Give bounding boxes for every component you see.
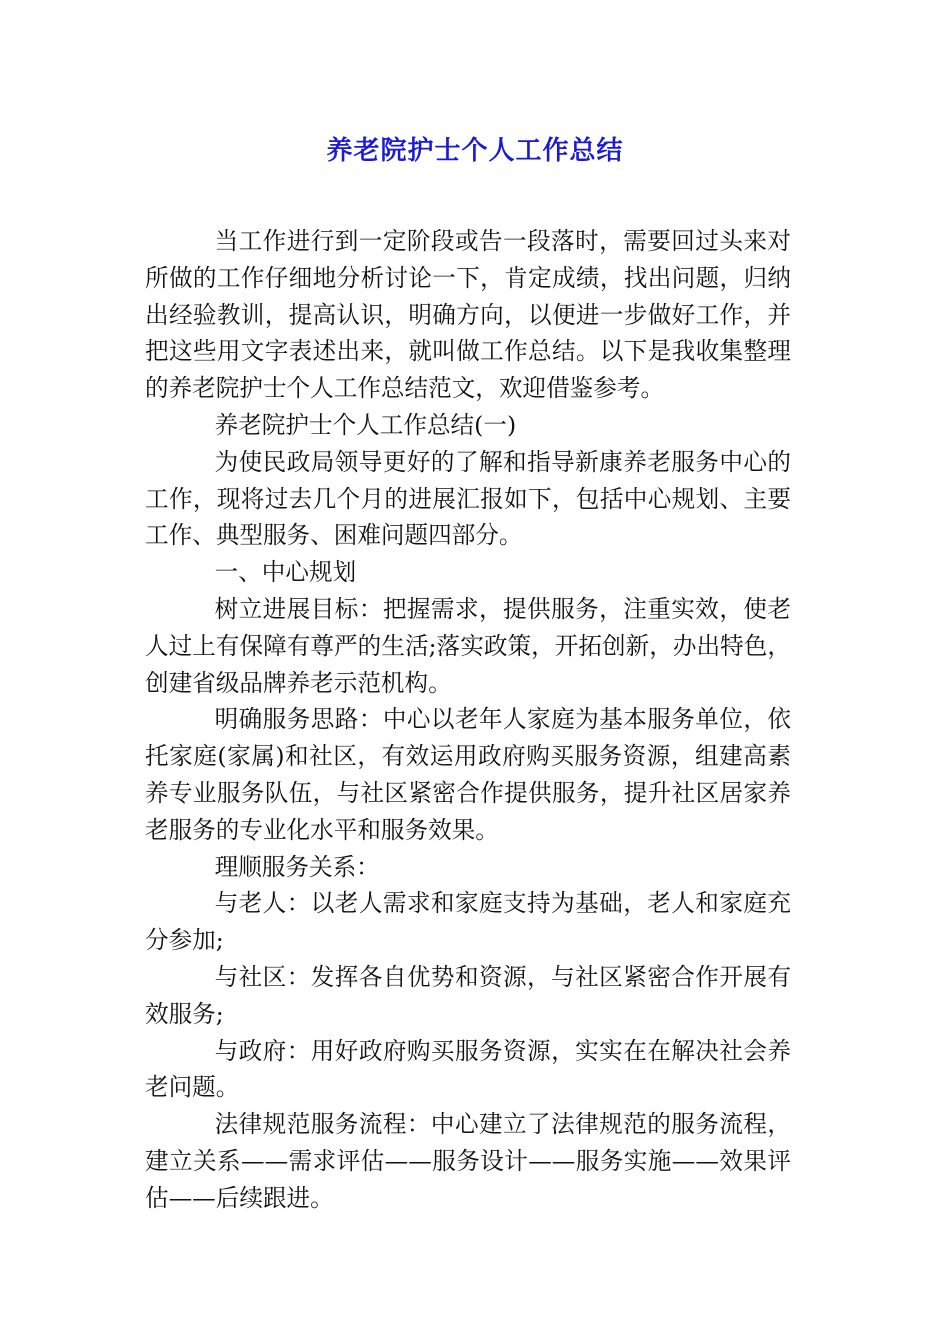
section-heading: 养老院护士个人工作总结(一) [214,410,517,439]
paragraph-intro: 当工作进行到一定阶段或告一段落时，需要回过头来对所做的工作仔细地分析讨论一下，肯定成绩，找出问题，归纳出经验教训，提高认识，明确方向，以便进一步做好工作，并把这些用文字表述出来，就叫做工作总结。以下是我收集整理的养老院护士个人工作总结范文，欢迎借鉴参考。 [145,227,791,403]
paragraph-development-goal: 树立进展目标：把握需求，提供服务，注重实效，使老人过上有保障有尊严的生活;落实政策，开拓创新，办出特色，创建省级品牌养老示范机构。 [145,594,791,697]
subsection-heading: 一、中心规划 [214,558,357,587]
paragraph-relation-government: 与政府：用好政府购买服务资源，实实在在解决社会养老问题。 [145,1036,791,1102]
paragraph-service-relations: 理顺服务关系： [214,852,380,881]
paragraph-report-purpose: 为使民政局领导更好的了解和指导新康养老服务中心的工作，现将过去几个月的进展汇报如下，包括中心规划、主要工作、典型服务、困难问题四部分。 [145,447,791,550]
paragraph-service-approach: 明确服务思路：中心以老年人家庭为基本服务单位，依托家庭(家属)和社区，有效运用政府购买服务资源，组建高素养专业服务队伍，与社区紧密合作提供服务，提升社区居家养老服务的专业化水平和服务效果。 [145,705,791,844]
document-body [145,223,791,1217]
document-title: 养老院护士个人工作总结 [326,136,624,166]
paragraph-relation-elderly: 与老人：以老人需求和家庭支持为基础，老人和家庭充分参加; [145,889,791,955]
paragraph-relation-community: 与社区：发挥各自优势和资源，与社区紧密合作开展有效服务; [145,962,791,1028]
paragraph-service-process: 法律规范服务流程：中心建立了法律规范的服务流程，建立关系——需求评估——服务设计——服务实施——效果评估——后续跟进。 [145,1110,791,1212]
